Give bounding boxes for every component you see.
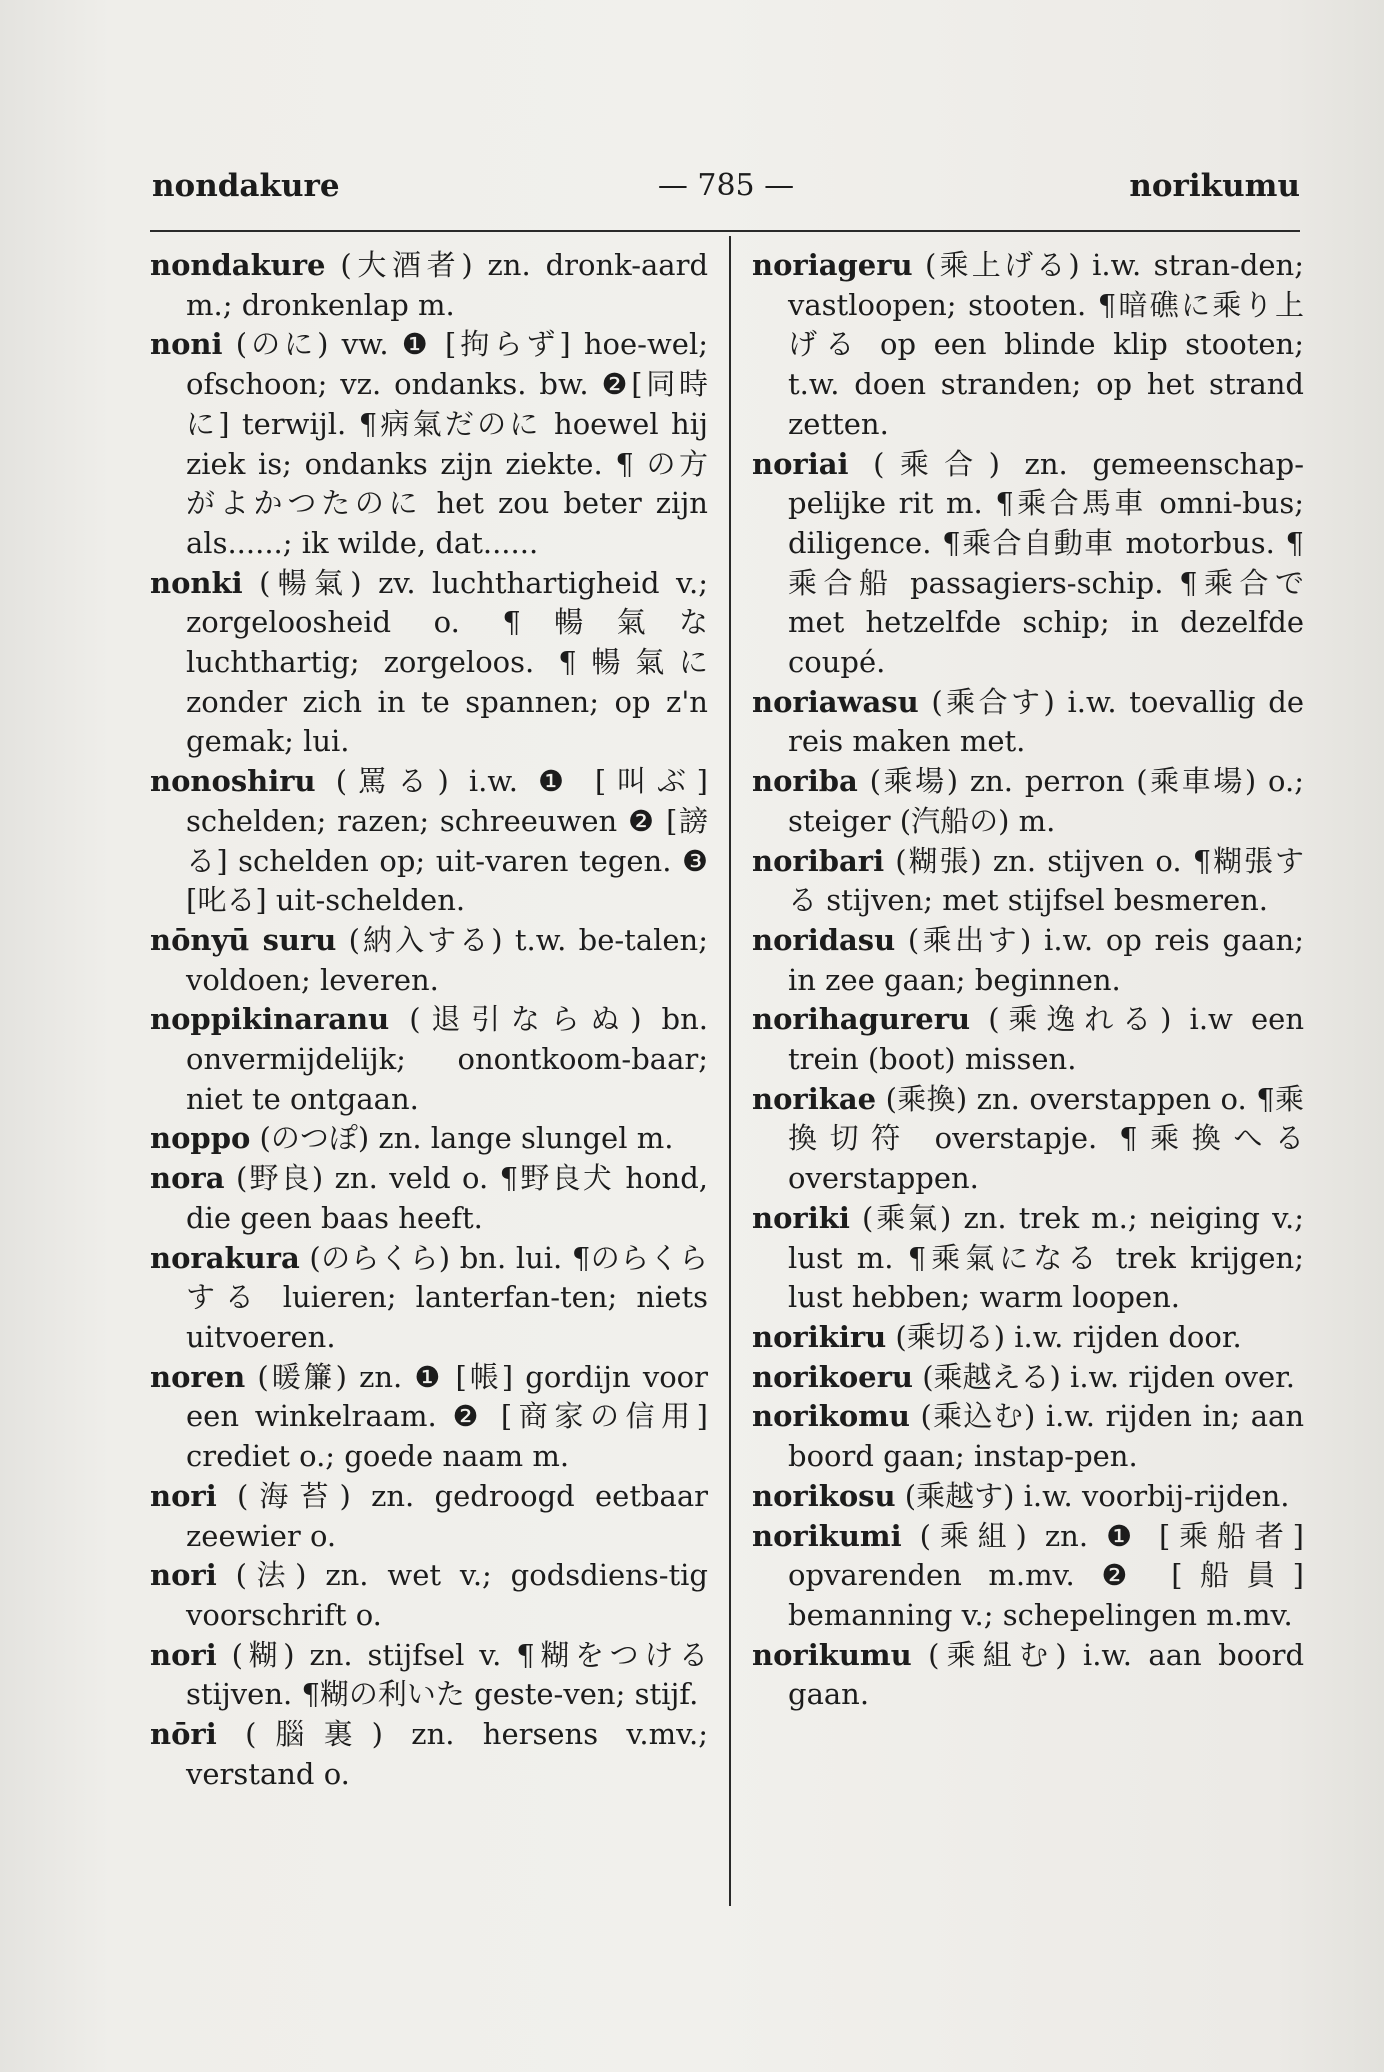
- entry-headword: noridasu: [752, 922, 896, 957]
- dictionary-entry: [752, 1517, 1304, 1636]
- dictionary-entry: [752, 1477, 1304, 1517]
- entry-headword: nōnyū suru: [150, 922, 337, 957]
- dictionary-entry: [752, 246, 1304, 445]
- entry-headword: noren: [150, 1359, 246, 1394]
- entry-headword: nori: [150, 1558, 217, 1593]
- entry-headword: nora: [150, 1161, 225, 1196]
- entry-definition: (乘合) zn. gemeenschap-pelijke rit m. ¶乘合馬車 omni-bus; diligence. ¶乘合自動車 motorbus. ¶乘合船 passagiers-schip. ¶乘合で met hetzelfde schip; in dezelfde coupé.: [788, 446, 1304, 680]
- entry-definition: (乘組む) i.w. aan boord gaan.: [788, 1637, 1304, 1712]
- entry-headword: norakura: [150, 1240, 300, 1275]
- dictionary-entry: [150, 1239, 708, 1358]
- dictionary-entry: [150, 246, 708, 325]
- dictionary-entry: [752, 1080, 1304, 1199]
- entry-headword: norikoeru: [752, 1359, 913, 1394]
- dictionary-entry: [752, 1358, 1304, 1398]
- entry-definition: (乘氣) zn. trek m.; neiging v.; lust m. ¶乘氣になる trek krijgen; lust hebben; warm loopen.: [788, 1200, 1304, 1315]
- dictionary-entry: [150, 762, 708, 921]
- entry-headword: noppikinaranu: [150, 1002, 390, 1037]
- dictionary-entry: [752, 842, 1304, 921]
- entry-headword: nori: [150, 1478, 217, 1513]
- entry-definition: (罵る) i.w. ❶ [叫ぶ] schelden; razen; schreeuwen ❷ [謗る] schelden op; uit-varen tegen. ❸ [叱る] uit-schelden.: [186, 764, 708, 918]
- dictionary-entry: [150, 1358, 708, 1477]
- entry-definition: (退引ならぬ) bn. onvermijdelijk; onontkoom-baar; niet te ontgaan.: [186, 1002, 708, 1116]
- entry-headword: nondakure: [150, 248, 326, 282]
- entry-headword: norikumu: [752, 1637, 912, 1672]
- entry-definition: (納入する) t.w. be-talen; voldoen; leveren.: [186, 922, 708, 997]
- entry-headword: noni: [150, 327, 223, 362]
- entry-headword: norihagureru: [752, 1002, 971, 1037]
- left-column: [150, 246, 708, 1906]
- entry-definition: (のに) vw. ❶ [拘らず] hoe-wel; ofschoon; vz. ondanks. bw. ❷[同時に] terwijl. ¶病氣だのに hoewel hij ziek is; ondanks zijn ziekte. ¶ の方がよかつたのに het zou beter zijn als......; ik wilde, dat......: [186, 327, 708, 560]
- entry-headword: noribari: [752, 843, 885, 878]
- entry-definition: (乘場) zn. perron (乘車場) o.; steiger (汽船の) m.: [788, 764, 1304, 838]
- dictionary-entry: [150, 1119, 708, 1159]
- header-first-headword: nondakure: [152, 168, 340, 204]
- dictionary-entry: [150, 1556, 708, 1635]
- entry-definition: (乘上げる) i.w. stran-den; vastloopen; stooten. ¶暗礁に乘り上げる op een blinde klip stooten; t.w. doen stranden; op het strand zetten.: [788, 248, 1304, 441]
- entry-definition: (暢氣) zv. luchthartigheid v.; zorgeloosheid o. ¶暢氣な luchthartig; zorgeloos. ¶暢氣に zonder zich in te spannen; op z'n gemak; lui.: [186, 565, 708, 759]
- dictionary-entry: [150, 325, 708, 563]
- entry-definition: (大酒者) zn. dronk-aard m.; dronkenlap m.: [186, 248, 708, 322]
- header-rule: [150, 230, 1300, 232]
- dictionary-entry: [150, 1715, 708, 1794]
- entry-definition: (腦裏) zn. hersens v.mv.; verstand o.: [186, 1717, 708, 1791]
- entry-definition: (野良) zn. veld o. ¶野良犬 hond, die geen baas heeft.: [186, 1161, 708, 1235]
- dictionary-entry: [752, 1397, 1304, 1476]
- column-divider: [729, 236, 731, 1906]
- entry-definition: (乘切る) i.w. rijden door.: [895, 1319, 1242, 1354]
- entry-definition: (乘越す) i.w. voorbij-rijden.: [904, 1478, 1290, 1513]
- dictionary-entry: [150, 921, 708, 1000]
- entry-definition: (乘越える) i.w. rijden over.: [922, 1359, 1296, 1394]
- entry-headword: noriai: [752, 446, 849, 481]
- dictionary-entry: [752, 445, 1304, 683]
- entry-definition: (のつぽ) zn. lange slungel m.: [259, 1121, 674, 1156]
- entry-definition: (乘組) zn. ❶ [乘船者] opvarenden m.mv. ❷ [船員] bemanning v.; schepelingen m.mv.: [788, 1518, 1304, 1632]
- dictionary-entry: [150, 1636, 708, 1715]
- entry-headword: norikae: [752, 1081, 877, 1116]
- dictionary-entry: [752, 1318, 1304, 1358]
- dictionary-entry: [752, 683, 1304, 762]
- dictionary-entry: [752, 921, 1304, 1000]
- entry-headword: nōri: [150, 1717, 217, 1752]
- entry-headword: nonoshiru: [150, 764, 316, 799]
- dictionary-entry: [752, 1636, 1304, 1715]
- entry-headword: norikumi: [752, 1518, 902, 1553]
- entry-definition: (暖簾) zn. ❶ [帳] gordijn voor een winkelraam. ❷ [商家の信用] crediet o.; goede naam m.: [186, 1359, 708, 1474]
- dictionary-entry: [752, 762, 1304, 841]
- entry-headword: noriba: [752, 764, 858, 799]
- entry-definition: (乘出す) i.w. op reis gaan; in zee gaan; beginnen.: [788, 922, 1304, 997]
- entry-definition: (海苔) zn. gedroogd eetbaar zeewier o.: [186, 1478, 708, 1553]
- dictionary-entry: [150, 1000, 708, 1119]
- header-last-headword: norikumu: [1129, 168, 1300, 204]
- entry-headword: noriageru: [752, 248, 913, 282]
- dictionary-entry: [752, 1000, 1304, 1079]
- entry-definition: (乘込む) i.w. rijden in; aan boord gaan; instap-pen.: [788, 1399, 1304, 1474]
- entry-headword: nori: [150, 1637, 217, 1672]
- entry-headword: nonki: [150, 565, 243, 600]
- entry-headword: norikiru: [752, 1319, 887, 1354]
- entry-definition: (乘換) zn. overstappen o. ¶乘換切符 overstapje. ¶乘換へる overstappen.: [788, 1081, 1304, 1196]
- entry-definition: (乘逸れる) i.w een trein (boot) missen.: [788, 1002, 1304, 1077]
- dictionary-entry: [150, 564, 708, 763]
- entry-definition: (乘合す) i.w. toevallig de reis maken met.: [788, 684, 1304, 759]
- page-header: [152, 168, 1300, 218]
- entry-definition: (糊) zn. stijfsel v. ¶糊をつける stijven. ¶糊の利いた geste-ven; stijf.: [186, 1637, 708, 1712]
- entry-headword: noriawasu: [752, 684, 919, 719]
- page-number: — 785 —: [657, 168, 795, 203]
- entry-headword: norikomu: [752, 1399, 910, 1434]
- entry-definition: (のらくら) bn. lui. ¶のらくらする luieren; lanterfan-ten; niets uitvoeren.: [186, 1240, 708, 1354]
- dictionary-entry: [150, 1159, 708, 1238]
- entry-headword: noriki: [752, 1200, 850, 1235]
- entry-headword: noppo: [150, 1121, 251, 1156]
- right-column: [752, 246, 1304, 1906]
- dictionary-entry: [150, 1477, 708, 1556]
- dictionary-entry: [752, 1199, 1304, 1318]
- entry-definition: (法) zn. wet v.; godsdiens-tig voorschrift o.: [186, 1558, 708, 1632]
- entry-headword: norikosu: [752, 1478, 896, 1513]
- entry-definition: (糊張) zn. stijven o. ¶糊張する stijven; met stijfsel besmeren.: [788, 843, 1304, 918]
